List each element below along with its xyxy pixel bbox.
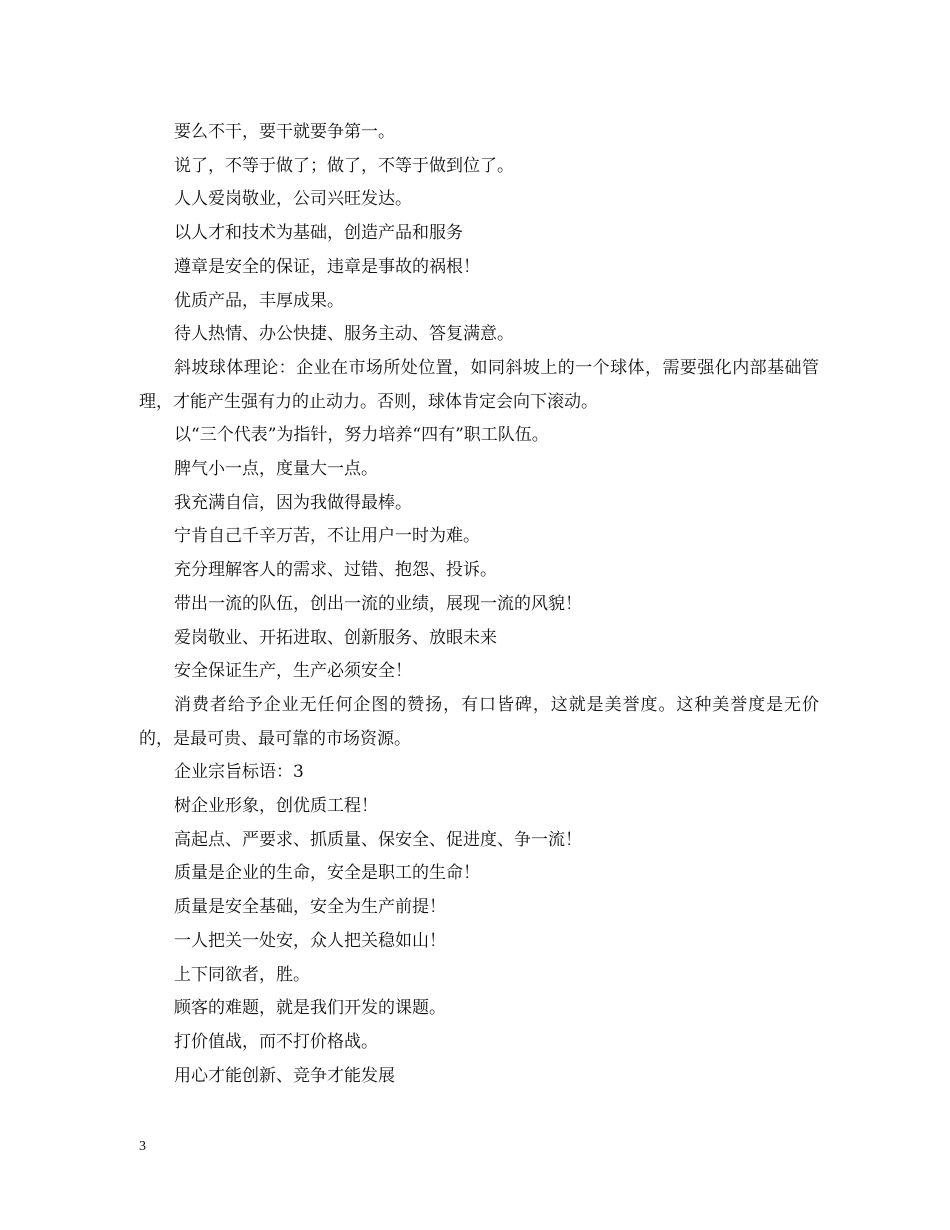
- paragraph: 宁肯自己千辛万苦，不让用户一时为难。: [174, 526, 480, 547]
- document-body: [139, 116, 819, 1093]
- paragraph: 我充满自信，因为我做得最棒。: [174, 492, 412, 513]
- paragraph: 待人热情、办公快捷、服务主动、答复满意。: [174, 324, 514, 345]
- paragraph: 用心才能创新、竞争才能发展: [174, 1065, 395, 1086]
- paragraph: 带出一流的队伍，创出一流的业绩，展现一流的风貌！: [174, 593, 582, 614]
- paragraph: 消费者给予企业无任何企图的赞扬，有口皆碑，这就是美誉度。这种美誉度是无价的，是最可贵、最可靠的市场资源。: [139, 694, 819, 749]
- paragraph: 一人把关一处安，众人把关稳如山！: [174, 930, 446, 951]
- paragraph: 以“三个代表”为指针，努力培养“四有”职工队伍。: [174, 425, 549, 446]
- paragraph: 遵章是安全的保证，违章是事故的祸根！: [174, 256, 480, 277]
- paragraph: 斜坡球体理论：企业在市场所处位置，如同斜坡上的一个球体，需要强化内部基础管理，才能产生强有力的止动力。否则，球体肯定会向下滚动。: [139, 357, 819, 412]
- paragraph: 说了，不等于做了；做了，不等于做到位了。: [174, 155, 514, 176]
- paragraph: 高起点、严要求、抓质量、保安全、促进度、争一流！: [174, 829, 582, 850]
- paragraph: 树企业形象，创优质工程！: [174, 796, 378, 817]
- paragraph: 质量是企业的生命，安全是职工的生命！: [174, 863, 480, 884]
- paragraph: 质量是安全基础，安全为生产前提！: [174, 897, 446, 918]
- paragraph: 企业宗旨标语：3: [174, 762, 304, 783]
- paragraph: 爱岗敬业、开拓进取、创新服务、放眼未来: [174, 627, 497, 648]
- paragraph: 顾客的难题，就是我们开发的课题。: [174, 998, 446, 1019]
- paragraph: 优质产品，丰厚成果。: [174, 290, 344, 311]
- page-number: 3: [139, 1139, 146, 1154]
- paragraph: 以人才和技术为基础，创造产品和服务: [174, 223, 463, 244]
- paragraph: 打价值战，而不打价格战。: [174, 1031, 378, 1052]
- paragraph: 人人爱岗敬业，公司兴旺发达。: [174, 189, 412, 210]
- paragraph: 安全保证生产，生产必须安全！: [174, 661, 412, 682]
- paragraph: 要么不干，要干就要争第一。: [174, 122, 395, 142]
- paragraph: 脾气小一点，度量大一点。: [174, 459, 378, 480]
- paragraph: 上下同欲者，胜。: [174, 964, 310, 985]
- paragraph: 充分理解客人的需求、过错、抱怨、投诉。: [174, 560, 497, 581]
